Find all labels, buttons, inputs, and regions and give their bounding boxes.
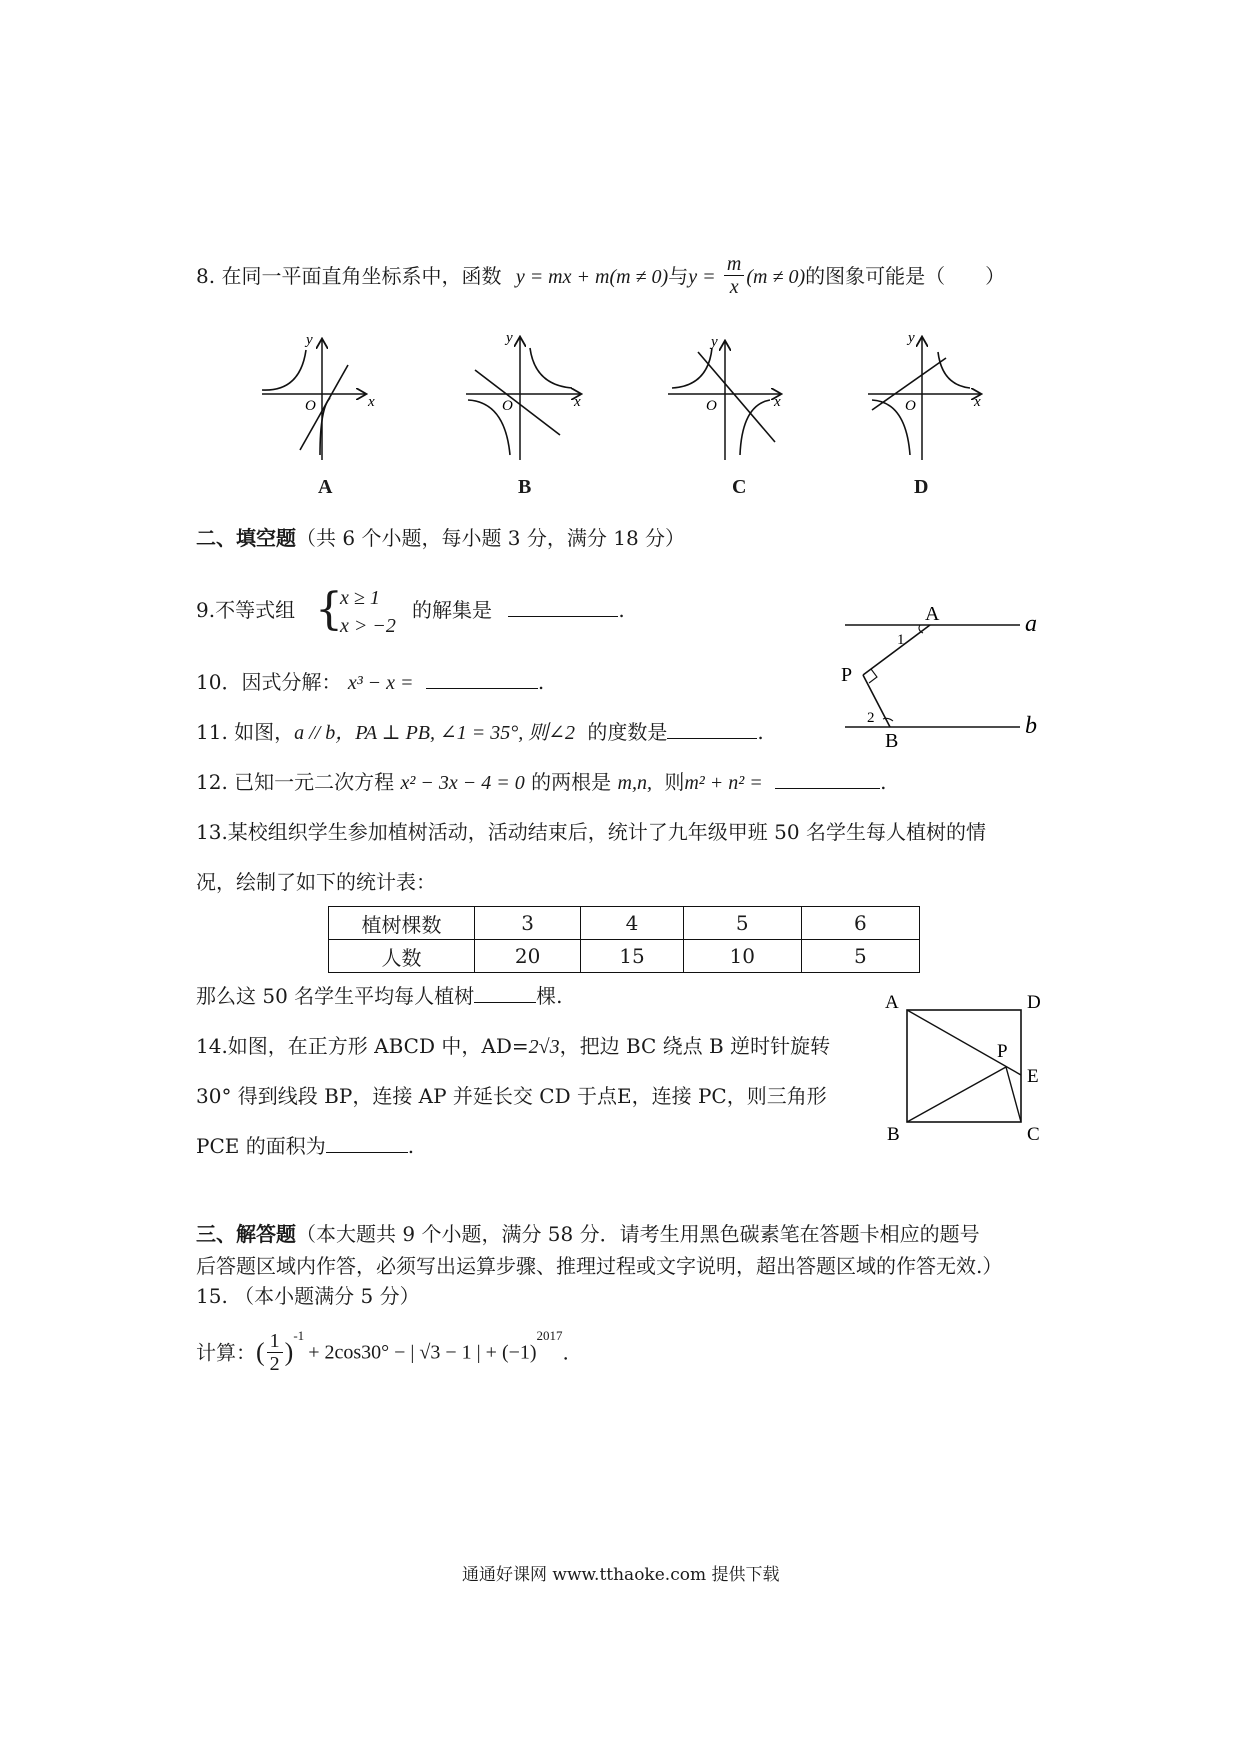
q8-stem — [196, 255, 1005, 300]
fig11-label-a-point: A — [925, 603, 940, 625]
q13-answer-blank[interactable] — [474, 982, 536, 1003]
table-cell: 20 — [474, 940, 580, 973]
graph-a-x: x — [368, 394, 375, 410]
q10-end: . — [537, 670, 545, 694]
table-cell: 6 — [801, 907, 919, 940]
q13-line3a: 那么这 50 名学生平均每人植树 — [196, 984, 475, 1008]
graph-d-origin: O — [905, 398, 916, 414]
q8-text-a: 8. 在同一平面直角坐标系中，函数 — [196, 264, 502, 288]
graph-c-y: y — [711, 334, 718, 350]
q14-line2: 30° 得到线段 BP，连接 AP 并延长交 CD 于点E，连接 PC，则三角形 — [196, 1084, 827, 1108]
table-row — [329, 940, 920, 973]
graph-c — [668, 334, 781, 460]
q12 — [196, 768, 886, 797]
q8-frac-num: m — [724, 253, 744, 276]
fig11-label-angle1: 1 — [897, 632, 905, 648]
section2-note: （共 6 个小题，每小题 3 分，满分 18 分） — [296, 526, 686, 550]
fig11-label-b-point: B — [885, 730, 899, 752]
q15-prefix: 计算： — [196, 1340, 256, 1365]
q12-roots: m,n, — [617, 772, 652, 794]
option-b-label: B — [518, 476, 532, 498]
q11 — [196, 718, 764, 747]
table-cell: 植树棵数 — [329, 907, 475, 940]
right-angle-mark — [869, 669, 877, 683]
graph-d-y: y — [908, 330, 915, 346]
table-cell: 人数 — [329, 940, 475, 973]
table-cell: 10 — [683, 940, 801, 973]
q12-end: . — [880, 770, 887, 794]
q8-graphs — [0, 330, 1240, 510]
q9-line2: x > −2 — [340, 615, 396, 637]
q13-line2: 况，绘制了如下的统计表： — [196, 870, 436, 894]
q10-expr: x³ − x = — [347, 672, 414, 694]
table-row — [329, 907, 920, 940]
q15-exp: -1 — [293, 1328, 305, 1344]
q9-prefix: 9.不等式组 — [196, 598, 296, 622]
q12-answer-blank[interactable] — [775, 768, 880, 789]
section3-note1: （本大题共 9 个小题，满分 58 分．请考生用黑色碳素笔在答题卡相应的题号 — [296, 1222, 980, 1246]
q12-expr: x² − 3x − 4 = 0 — [400, 772, 525, 794]
fig11-label-p: P — [841, 664, 853, 686]
q9-end: . — [618, 598, 625, 622]
q8-text-c: 的图象可能是（ ） — [805, 264, 1006, 288]
q12-then: 则 — [664, 770, 685, 794]
section3-note2: 后答题区域内作答，必须写出运算步骤、推理过程或文字说明，超出答题区域的作答无效.） — [196, 1254, 1003, 1278]
q15-exp2: 2017 — [536, 1328, 563, 1344]
q14-line3 — [196, 1132, 414, 1160]
section3-heading — [196, 1218, 980, 1247]
q9-brace: { — [315, 584, 343, 635]
section2-title: 二、填空题 — [196, 526, 296, 550]
q11-prefix: 11. 如图， — [196, 720, 295, 744]
q15-expr: 计算：( $\frac{1}{2}$ )$^{-1}$+ 2cos30° − | √3 − 1 | + $(-1)^{2017}$. — [196, 1328, 569, 1375]
segment-bp — [907, 1067, 1006, 1122]
q10 — [196, 668, 544, 697]
graph-a-y: y — [306, 332, 313, 348]
q11-expr: a // b，PA ⊥ PB, ∠1 = 35°, 则∠2 — [294, 722, 576, 744]
q11-end: . — [757, 720, 764, 744]
footer: 通通好课网 www.tthaoke.com 提供下载 — [462, 1565, 780, 1585]
q14-line3a: PCE 的面积为 — [196, 1134, 326, 1158]
q13-line1: 13.某校组织学生参加植树活动，活动结束后，统计了九年级甲班 50 名学生每人植树的情 — [196, 820, 986, 844]
q15-frac-num: 1 — [267, 1330, 283, 1353]
q15-head: 15. （本小题满分 5 分） — [196, 1284, 420, 1308]
q13-line3b: 棵. — [536, 984, 563, 1008]
graph-b-y: y — [506, 330, 513, 346]
q8-formula-2-prefix: y = — [688, 266, 716, 288]
q8-text-b: 与 — [668, 264, 689, 288]
table-cell: 5 — [683, 907, 801, 940]
graph-c-origin: O — [706, 398, 717, 414]
q14-answer-blank[interactable] — [326, 1132, 408, 1153]
q13-table — [328, 906, 920, 973]
q14-label-b: B — [887, 1124, 900, 1145]
table-cell: 15 — [581, 940, 683, 973]
q14-line1b: ，把边 BC 绕点 B 逆时针旋转 — [559, 1034, 831, 1058]
graph-b-x: x — [574, 394, 581, 410]
graph-b — [466, 330, 581, 460]
table-cell: 3 — [474, 907, 580, 940]
fig11-label-line-b: b — [1025, 713, 1037, 739]
option-a-label: A — [318, 476, 333, 498]
segment-pc — [1006, 1067, 1021, 1122]
q15-rest: + 2cos30° − | √3 − 1 | + (−1) — [308, 1341, 537, 1364]
q14-label-c: C — [1027, 1124, 1040, 1145]
q8-fraction — [724, 253, 744, 298]
q9-answer-blank[interactable] — [508, 596, 618, 617]
angle-2-arc — [883, 718, 893, 721]
q15-end: . — [562, 1340, 569, 1365]
q9-line1: x ≥ 1 — [340, 587, 380, 609]
q9-suffix-row — [412, 596, 625, 624]
graph-d-x: x — [974, 394, 981, 410]
q12-prefix: 12. 已知一元二次方程 — [196, 770, 395, 794]
q14-label-e: E — [1027, 1066, 1039, 1087]
graph-b-origin: O — [502, 398, 513, 414]
q10-prefix: 10．因式分解： — [196, 670, 342, 694]
graph-a — [262, 332, 375, 460]
q11-answer-blank[interactable] — [667, 718, 757, 739]
q14-label-d: D — [1027, 992, 1041, 1013]
q14-line1a: 14.如图，在正方形 ABCD 中，AD= — [196, 1034, 529, 1058]
fig11-label-line-a: a — [1025, 611, 1037, 637]
fig11-label-angle2: 2 — [867, 710, 875, 726]
q15-frac-den: 2 — [269, 1353, 280, 1375]
option-c-label: C — [732, 476, 747, 498]
q13-line3 — [196, 982, 563, 1010]
q14-figure — [875, 990, 1075, 1150]
q8-formula-1: y = mx + m(m ≠ 0) — [515, 266, 669, 288]
table-cell: 4 — [581, 907, 683, 940]
graph-a-origin: O — [305, 398, 316, 414]
q11-suffix: 的度数是 — [587, 720, 668, 744]
q14-label-a: A — [885, 992, 899, 1013]
q12-expr2: m² + n² = — [684, 772, 763, 794]
option-d-label: D — [914, 476, 929, 498]
q14-label-p: P — [997, 1041, 1008, 1062]
q9 — [196, 596, 295, 624]
q14-ad-value: 2√3 — [528, 1036, 560, 1058]
graph-d — [868, 330, 981, 460]
section3-title: 三、解答题 — [196, 1222, 296, 1246]
table-cell: 5 — [801, 940, 919, 973]
section2-heading — [196, 522, 685, 551]
q11-figure — [835, 605, 1035, 755]
q10-answer-blank[interactable] — [426, 668, 538, 689]
q15-fraction — [267, 1330, 283, 1375]
q8-formula-2-suffix: (m ≠ 0) — [746, 266, 806, 288]
q8-frac-den: x — [729, 276, 739, 298]
q9-suffix: 的解集是 — [412, 598, 492, 622]
graph-c-x: x — [774, 394, 781, 410]
q12-mid: 的两根是 — [531, 770, 612, 794]
q14-line3b: . — [407, 1134, 415, 1158]
q14-line1 — [196, 1032, 830, 1061]
